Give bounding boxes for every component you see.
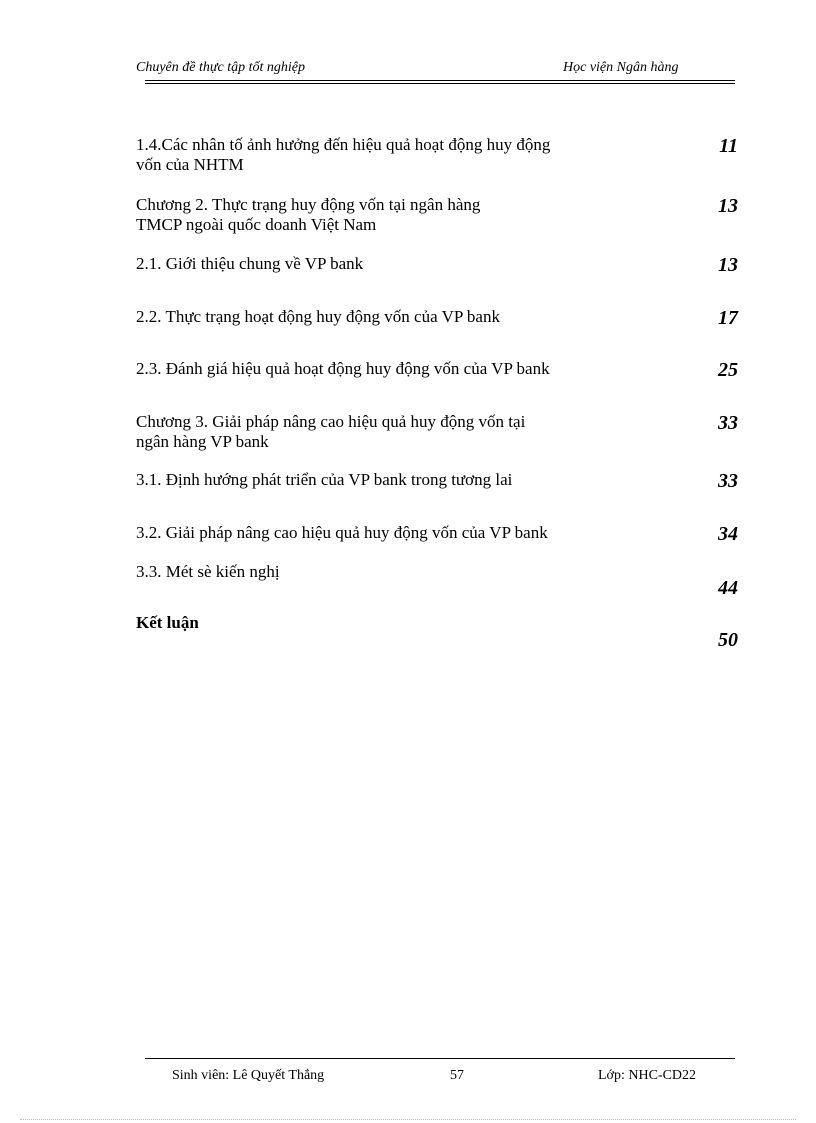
toc-entry-page: 33 [718,412,738,434]
header-rule-top [145,80,735,81]
toc-entry-page: 44 [718,577,738,599]
toc-entry-line: 3.1. Định hướng phát triển của VP bank trong tương lai [136,470,513,489]
toc-entry-line: Kết luận [136,613,199,632]
footer-page-number: 57 [450,1068,464,1083]
toc-entry-line: 2.1. Giới thiệu chung về VP bank [136,254,364,273]
toc-entry-page: 50 [718,629,738,651]
toc-entry-page: 17 [718,307,738,329]
footer-class: Lớp: NHC-CD22 [598,1068,697,1083]
toc-entry-line: vốn của NHTM [136,155,244,174]
toc-entry-page: 25 [718,359,738,381]
toc-entry-line: Chương 2. Thực trạng huy động vốn tại ngân hàng [136,195,481,214]
toc-entry-line: ngân hàng VP bank [136,432,269,451]
toc-entry-title [136,470,616,490]
toc-entry-page: 13 [718,254,738,276]
toc-entry-page: 13 [718,195,738,217]
toc-entry-page: 33 [718,470,738,492]
header-document-type: Chuyên đề thực tập tốt nghiệp [136,60,305,75]
toc-entry-page: 34 [718,523,738,545]
toc-entry-line: 2.2. Thực trạng hoạt động huy động vốn của VP bank [136,307,500,326]
toc-entry-line: TMCP ngoài quốc doanh Việt Nam [136,215,377,234]
toc-entry-title [136,412,616,452]
toc-entry-title [136,523,616,543]
page-edge-divider [20,1119,796,1120]
toc-entry-title [136,562,616,582]
toc-entry-line: 2.3. Đánh giá hiệu quả hoạt động huy động vốn của VP bank [136,359,550,378]
toc-entry-line: Chương 3. Giải pháp nâng cao hiệu quả huy động vốn tại [136,412,526,431]
toc-entry-title [136,195,616,235]
toc-entry-title [136,359,616,379]
header-institution: Học viện Ngân hàng [563,60,679,75]
toc-entry-title [136,254,616,274]
toc-entry-title [136,135,616,175]
toc-entry-line: 3.2. Giải pháp nâng cao hiệu quả huy động vốn của VP bank [136,523,548,542]
toc-entry-line: 3.3. Mét sè kiến nghị [136,562,280,581]
toc-entry-page: 11 [719,135,738,157]
toc-entry-title [136,613,616,633]
toc-entry-title [136,307,616,327]
header-rule-bottom [145,83,735,84]
footer-student: Sinh viên: Lê Quyết Thắng [172,1068,325,1083]
footer-rule [145,1058,735,1059]
toc-entry-line: 1.4.Các nhân tố ảnh hưởng đến hiệu quả hoạt động huy động [136,135,551,154]
